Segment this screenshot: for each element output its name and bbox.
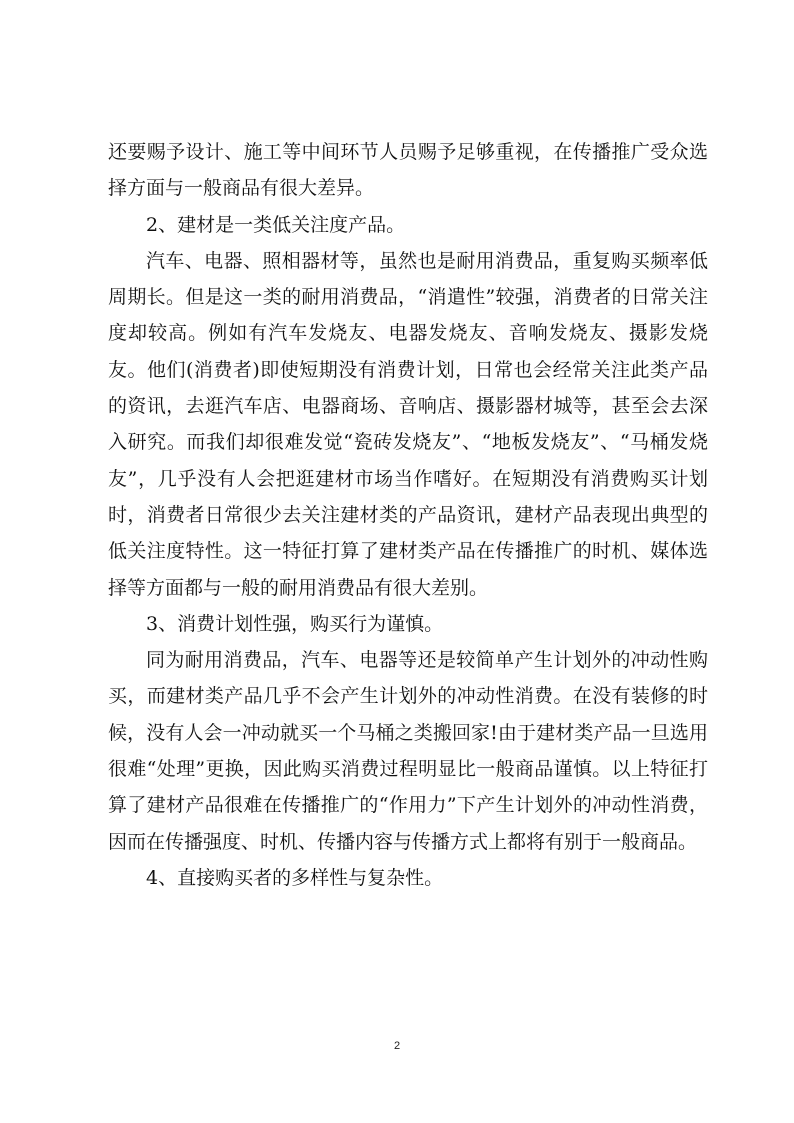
heading-point-2: 2、建材是一类低关注度产品。	[146, 213, 406, 236]
page-number: 2	[393, 1040, 401, 1052]
paragraph-continuation: 还要赐予设计、施工等中间环节人员赐予足够重视，在传播推广受众选择方面与一般商品有很大差异。	[108, 141, 708, 200]
paragraph-low-attention: 汽车、电器、照相器材等，虽然也是耐用消费品，重复购买频率低周期长。但是这一类的耐用消费品，“消遣性”较强，消费者的日常关注度却较高。例如有汽车发烧友、电器发烧友、音响发烧友、摄影发烧友。他们(消费者)即使短期没有消费计划，日常也会经常关注此类产品的资讯，去逛汽车店、电器商场、音响店、摄影器材城等，甚至会去深入研究。而我们却很难发觉“瓷砖发烧友”、“地板发烧友”、“马桶发烧友”，几乎没有人会把逛建材市场当作嗜好。在短期没有消费购买计划时，消费者日常很少去关注建材类的产品资讯，建材产品表现出典型的低关注度特性。这一特征打算了建材类产品在传播推广的时机、媒体选择等方面都与一般的耐用消费品有很大差别。	[108, 249, 708, 599]
paragraph-planned-purchase: 同为耐用消费品，汽车、电器等还是较简单产生计划外的冲动性购买，而建材类产品几乎不会产生计划外的冲动性消费。在没有装修的时候，没有人会一冲动就买一个马桶之类搬回家!由于建材类产品一旦选用很难“处理”更换，因此购买消费过程明显比一般商品谨慎。以上特征打算了建材产品很难在传播推广的“作用力”下产生计划外的冲动性消费，因而在传播强度、时机、传播内容与传播方式上都将有别于一般商品。	[108, 649, 708, 853]
heading-point-3: 3、消费计划性强，购买行为谨慎。	[146, 612, 444, 635]
document-body	[108, 134, 708, 896]
heading-point-4: 4、直接购买者的多样性与复杂性。	[146, 866, 444, 889]
